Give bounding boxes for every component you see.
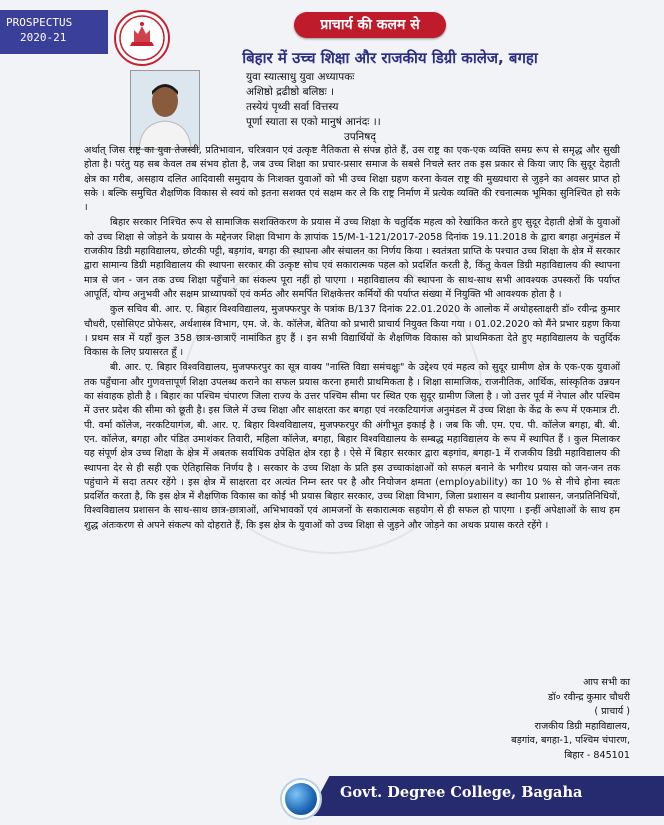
article-body xyxy=(84,144,620,534)
signature-line: आप सभी का xyxy=(583,677,630,688)
sanskrit-shloka xyxy=(246,70,606,130)
signature-line: डॉ० रवीन्द्र कुमार चौधरी xyxy=(548,691,630,703)
signature-line: बड़गांव, बगहा-1, पश्चिम चंपारण, xyxy=(511,735,630,746)
shloka-line: तस्येयं पृथ्वी सर्वा वित्तस्य xyxy=(246,101,339,113)
paragraph: बिहार सरकार निश्चित रूप से सामाजिक सशक्तिकरण के प्रयास में उच्च शिक्षा के चतुर्दिक महत्व को रेखांकित करते हुए सुदूर देहाती क्षेत्रों के युवाओं को उच्च शिक्षा से जोड़ने के प्रयास के मद्देनजर शिक्षा विभाग के ज्ञापांक 15/M-1-121/2017-2058 दिनांक 19.11.2018 के द्वारा बगहा अनुमंडल में राजकीय डिग्री महाविद्यालय, छोटकी पट्टी, बड़गांव, बगहा की स्थापना और संचालन का निर्णय किया । स्वतंत्रता प्राप्ति के पश्चात उच्च शिक्षा के क्षेत्र में सरकार द्वारा सामान्य डिग्री महाविद्यालय की स्थापना सरकार की उत्कृष्ट सोच एवं सकारात्मक पहल को प्रदर्शित करती है, किंतु केवल डिग्री महाविद्यालय की स्थापना मात्र से जन - जन तक उच्च शिक्षा पहुँचाने का संकल्प पूरा नहीं हो पाएगा । महाविद्यालय की स्थापना के साथ-साथ सभी आवश्यक उपस्करों कि पर्याप्त आपूर्ति, योग्य अनुभवी और सक्षम प्राध्यापकों एवं कर्मठ और समर्पित शिक्षकेत्तर कर्मियों की पर्याप्त संख्या में नियुक्ति भी आवश्यक होता है । xyxy=(84,217,620,300)
article-heading: बिहार में उच्च शिक्षा और राजकीय डिग्री कालेज, बगहा xyxy=(242,49,538,67)
principal-pen-banner: प्राचार्य की कलम से xyxy=(294,12,446,38)
college-emblem-logo xyxy=(114,10,170,66)
paragraph: अर्थात् जिस राष्ट्र का युवा तेजस्वी, प्रतिभावान, चरित्रवान एवं उत्कृष्ट नैतिकता से संपन्न होते हैं, उस राष्ट्र का एक-एक व्यक्ति समग्र रूप से समृद्ध और सुखी होता है। परंतु यह सब केवल तब संभव होता है, जब उच्च शिक्षा का प्रचार-प्रसार समाज के सबसे निचले स्तर तक इस प्रकार से किया जाए कि सुदूर देहाती क्षेत्र का गरीब, असहाय दलित आदिवासी समुदाय के निःशक्त युवाओं को भी उच्च शिक्षा ग्रहण करना केवल राष्ट्र की मुख्यधारा से जुड़ने का अवसर प्राप्त हो सके । बल्कि समुचित शैक्षणिक विकास से स्वयं को इतना सशक्त एवं सक्षम कर ले कि राष्ट्र निर्माण में प्रत्येक व्यक्ति की रचनात्मक भूमिका सुनिश्चित हो सके । xyxy=(84,145,620,214)
signature-line: बिहार - 845101 xyxy=(564,749,630,761)
principal-photo xyxy=(130,70,200,150)
prospectus-tag xyxy=(0,10,108,54)
prospectus-year: 2020-21 xyxy=(20,31,67,44)
shloka-line: अशिष्ठो द्रढीष्ठो बलिष्ठः । xyxy=(246,86,335,98)
signature-line: ( प्राचार्य ) xyxy=(594,706,630,717)
shloka-line: युवा स्यात्साधु युवा अध्यापकः xyxy=(246,71,355,83)
signature-block xyxy=(470,676,630,763)
shloka-line: पूर्णा स्याता स एको मानुषं आनंदः ।। xyxy=(246,116,381,128)
page-footer xyxy=(0,776,664,825)
signature-line: राजकीय डिग्री महाविद्यालय, xyxy=(534,720,630,732)
prospectus-label: PROSPECTUS xyxy=(6,16,73,29)
globe-icon xyxy=(282,780,320,818)
shloka-source: उपनिषद् xyxy=(344,131,376,143)
paragraph: बी. आर. ए. बिहार विश्वविद्यालय, मुजफ्फरपुर का सूत्र वाक्य "नास्ति विद्या समंचक्षुः" के उद्देश्य एवं महत्व को सुदूर ग्रामीण क्षेत्र के एक-एक युवाओं तक पहुँचाना और गुणवत्तापूर्ण शिक्षा उपलब्ध कराने का सफल प्रयास करना हमारी प्राथमिकता है । शिक्षा सामाजिक, राजनीतिक, आर्थिक, सांस्कृतिक उन्नयन का संवाहक होती है । बिहार का पश्चिम चंपारण जिला राज्य के उत्तर पश्चिम सीमा पर स्थित एक सुदूर ग्रामीण जिला है । जो उत्तर पूर्व में नेपाल और पश्चिम में उत्तर प्रदेश की सीमा को छूती है। इस जिले में उच्च शिक्षा और साक्षरता कर बगहा एवं नरकटियागंज अनुमंडल में उच्च शिक्षा के केंद्र के रूप में एकमात्र टी. पी. वर्मा कॉलेज, नरकटियागंज, बी. आर. ए. बिहार विश्वविद्यालय, मुजफ्फरपुर की अंगीभूत इकाई है । जब कि जी. एम. एच. पी. कॉलेज बगहा, बी. बी. एन. कॉलेज, बगहा और पंडित उमाशंकर तिवारी, महिला कॉलेज, बगहा, बिहार विश्वविद्यालय के सम्बद्ध महाविद्यालय के रूप में स्थापित हैं । कुल मिलाकर यह संपूर्ण क्षेत्र उच्च शिक्षा के क्षेत्र में अबतक सर्वाधिक उपेक्षित क्षेत्र रहा है । ऐसे में बिहार सरकार द्वारा बड़गांव, बगहा-1 में राजकीय डिग्री महाविद्यालय की स्थापना देर से ही सही एक ऐतिहासिक निर्णय है । सरकार के उच्च शिक्षा के प्रति इस उच्चाकांक्षाओं को सफल बनाने के भगीरथ प्रयास को जन-जन तक पहुंचाने में सदा तत्पर रहेंगे । इस क्षेत्र में साक्षरता दर अत्यंत निम्न स्तर पर है और नियोजन क्षमता (employability) का 10 % से नीचे होना स्वतः प्रदर्शित करता है, कि इस क्षेत्र में शैक्षणिक विकास का कोई भी प्रयास बिहार सरकार, उच्च शिक्षा विभाग, जिला प्रशासन व स्थानीय प्रशासन, जनप्रतिनिधियों, विश्वविद्यालय प्रशासन के साथ-साथ छात्र-छात्राओं, अभिभावकों एवं आमजनों के सकारात्मक सहयोग से ही सफल हो पाएगा । इन्हीं अपेक्षाओं के साथ हम शुद्ध अंतःकरण से अपने संकल्प को दोहराते हैं, कि इस क्षेत्र के युवाओं को उच्च शिक्षा से जुड़ने और जोड़ने का अथक प्रयास करते रहेंगे । xyxy=(84,362,620,531)
paragraph: कुल सचिव बी. आर. ए. बिहार विश्वविद्यालय, मुजफ्फरपुर के पत्रांक B/137 दिनांक 22.01.2020 के आलोक में अधोहस्ताक्षरी डॉ० रवीन्द्र कुमार चौधरी, एसोसिएट प्रोफेसर, अर्थशास्त्र विभाग, एम. जे. के. कॉलेज, बेतिया को प्रभारी प्राचार्य नियुक्त किया गया । 01.02.2020 को मैंने प्रभार ग्रहण किया । प्रथम सत्र में यहाँ कुल 358 छात्र-छात्राएँ नामांकित हुए हैं । इन सभी विद्यार्थियों के शैक्षणिक विकास को प्राथमिकता देते हुए महाविद्यालय के चतुर्दिक विकास के लिए प्रयासरत हूँ । xyxy=(84,304,620,359)
footer-college-name: Govt. Degree College, Bagaha xyxy=(340,784,583,801)
